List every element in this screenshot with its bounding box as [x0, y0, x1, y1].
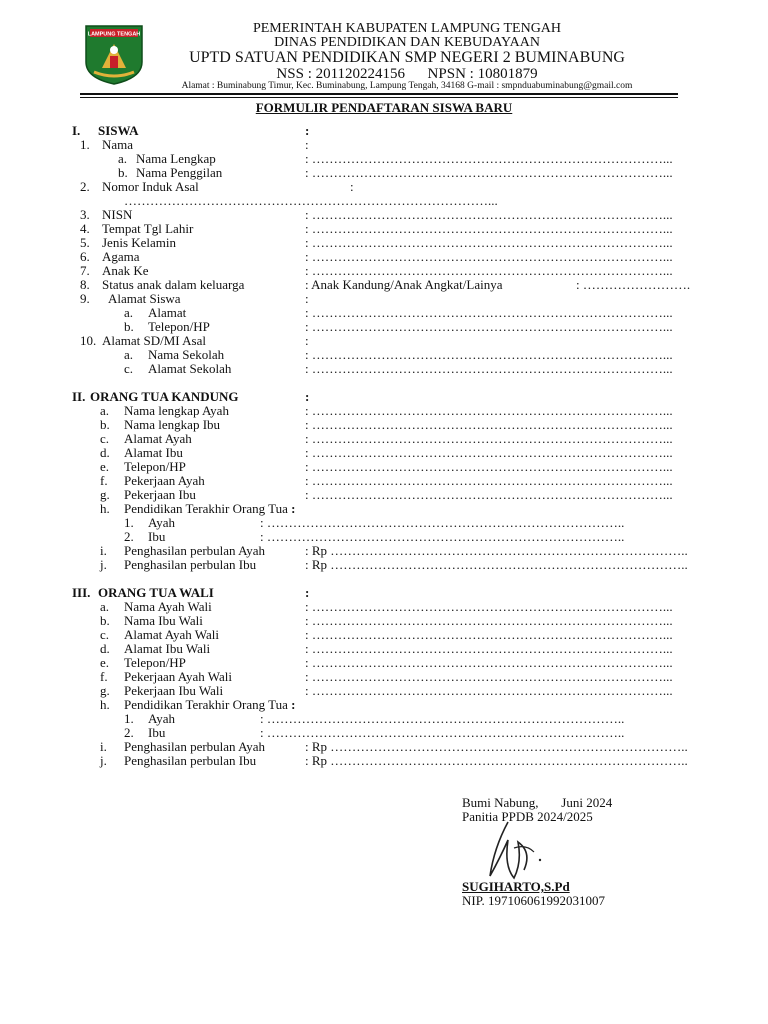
field-label: Nama Ibu Wali — [124, 613, 203, 628]
row-number: II. — [72, 389, 86, 404]
field-value-blank[interactable]: : ……………………………………………………………………….. — [260, 515, 625, 530]
field-label: Jenis Kelamin — [102, 235, 177, 250]
row-number: f. — [100, 669, 108, 684]
form-row — [0, 208, 768, 222]
form-row — [0, 138, 768, 152]
field-value-blank[interactable]: : — [305, 389, 310, 404]
row-number: j. — [100, 753, 107, 768]
section-heading — [0, 124, 768, 138]
field-value-blank[interactable]: : — [305, 585, 310, 600]
header-divider-thin — [80, 97, 678, 98]
row-number: h. — [100, 697, 110, 712]
section-heading — [0, 586, 768, 600]
field-value-blank[interactable]: : — [305, 137, 309, 152]
field-label: NISN — [102, 207, 133, 222]
row-number: 8. — [80, 277, 90, 292]
row-number: a. — [124, 305, 134, 320]
field-label: Nama — [102, 137, 134, 152]
field-label: Pendidikan Terakhir Orang Tua : — [124, 697, 296, 712]
field-label: Alamat SD/MI Asal — [102, 333, 206, 348]
field-value-blank[interactable]: : — [350, 179, 354, 194]
form-row — [0, 460, 768, 474]
field-value-blank[interactable]: : Rp ……………………………………………………………………….. — [305, 753, 688, 768]
field-value-blank[interactable]: : ………………………………………………………………………... — [305, 165, 673, 180]
signature-place-date: Bumi Nabung, Juni 2024 — [462, 795, 613, 810]
field-value-blank[interactable]: : ………………………………………………………………………... — [305, 445, 673, 460]
row-number: 10. — [80, 333, 97, 348]
field-label: Telepon/HP — [124, 459, 186, 474]
handwritten-signature — [478, 818, 558, 888]
row-number: e. — [100, 655, 110, 670]
field-value-blank[interactable]: : ………………………………………………………………………... — [305, 249, 673, 264]
field-value-blank[interactable]: : — [305, 291, 309, 306]
row-number: a. — [100, 599, 110, 614]
regency-logo-icon — [80, 22, 148, 86]
row-number: 3. — [80, 207, 90, 222]
field-value-blank[interactable]: : ………………………………………………………………………... — [305, 235, 673, 250]
field-label: Nama Penggilan — [136, 165, 223, 180]
field-label: Ibu — [148, 725, 166, 740]
field-value-blank[interactable]: : ………………………………………………………………………... — [305, 221, 673, 236]
form-row — [0, 194, 768, 208]
signature-name: SUGIHARTO,S.Pd — [462, 879, 570, 894]
row-number: b. — [118, 165, 128, 180]
form-row — [0, 292, 768, 306]
field-value-blank[interactable]: : ………………………………………………………………………... — [305, 431, 673, 446]
field-value-blank[interactable]: : ………………………………………………………………………... — [305, 641, 673, 656]
field-value-blank[interactable]: : ………………………………………………………………………... — [305, 683, 673, 698]
header-address: Alamat : Buminabung Timur, Kec. Buminabung, Lampung Tengah, 34168 G-mail : smpnduabuminabung@gmail.com — [181, 81, 633, 91]
form-row — [0, 488, 768, 502]
field-value-blank[interactable]: : ………………………………………………………………………... — [305, 627, 673, 642]
form-row — [0, 502, 768, 516]
form-row — [0, 740, 768, 754]
field-label: Pendidikan Terakhir Orang Tua : — [124, 501, 296, 516]
row-number: 2. — [124, 725, 134, 740]
field-label: Alamat Ayah Wali — [124, 627, 219, 642]
form-row — [0, 250, 768, 264]
form-row — [0, 446, 768, 460]
form-title: FORMULIR PENDAFTARAN SISWA BARU — [255, 100, 513, 115]
field-label: Pekerjaan Ayah Wali — [124, 669, 232, 684]
form-row — [0, 418, 768, 432]
form-row — [0, 166, 768, 180]
field-value-blank[interactable]: : Rp ……………………………………………………………………….. — [305, 739, 688, 754]
row-number: d. — [100, 641, 110, 656]
row-number: 1. — [124, 711, 134, 726]
row-number: III. — [72, 585, 91, 600]
row-number: c. — [100, 431, 110, 446]
row-number: 1. — [80, 137, 90, 152]
header-government: PEMERINTAH KABUPATEN LAMPUNG TENGAH — [252, 21, 562, 36]
field-label: Anak Ke — [102, 263, 149, 278]
section-heading — [0, 390, 768, 404]
row-number: c. — [124, 361, 134, 376]
field-label: Tempat Tgl Lahir — [102, 221, 194, 236]
row-number: i. — [100, 739, 107, 754]
field-label: Ayah — [148, 711, 175, 726]
field-label: Telepon/HP — [124, 655, 186, 670]
field-label: Nama lengkap Ayah — [124, 403, 229, 418]
row-number: a. — [100, 403, 110, 418]
row-number: g. — [100, 487, 110, 502]
form-row — [0, 474, 768, 488]
field-label: Penghasilan perbulan Ibu — [124, 557, 257, 572]
form-row — [0, 306, 768, 320]
field-value-blank[interactable]: : ………………………………………………………………………... — [305, 361, 673, 376]
form-row — [0, 670, 768, 684]
form-row — [0, 530, 768, 544]
field-value-blank[interactable]: : ……………………………………………………………………….. — [260, 711, 625, 726]
field-label: …………………………………………………………………………... — [124, 193, 498, 208]
field-label: Nama Ayah Wali — [124, 599, 212, 614]
field-value-blank[interactable]: : ………………………………………………………………………... — [305, 207, 673, 222]
signature-committee: Panitia PPDB 2024/2025 — [462, 809, 593, 824]
field-value-blank[interactable]: : ……………………………………………………………………….. — [260, 529, 625, 544]
field-label: Alamat Siswa — [108, 291, 181, 306]
field-label: Nama Sekolah — [148, 347, 225, 362]
row-number: g. — [100, 683, 110, 698]
form-row — [0, 152, 768, 166]
form-row — [0, 656, 768, 670]
row-number: f. — [100, 473, 108, 488]
row-number: 2. — [124, 529, 134, 544]
form-row — [0, 264, 768, 278]
row-number: I. — [72, 123, 81, 138]
form-row — [0, 404, 768, 418]
field-value-blank[interactable]: : ………………………………………………………………………... — [305, 263, 673, 278]
field-label: Agama — [102, 249, 140, 264]
row-number: 5. — [80, 235, 90, 250]
field-label: Ibu — [148, 529, 166, 544]
field-value-blank[interactable]: : ………………………………………………………………………... — [305, 417, 673, 432]
field-value-blank[interactable]: : — [305, 333, 309, 348]
form-row — [0, 754, 768, 768]
form-row — [0, 614, 768, 628]
field-label: Nama Lengkap — [136, 151, 216, 166]
form-row — [0, 684, 768, 698]
row-number: b. — [100, 613, 110, 628]
field-label: Pekerjaan Ibu — [124, 487, 196, 502]
field-label: Pekerjaan Ibu Wali — [124, 683, 224, 698]
field-label: Pekerjaan Ayah — [124, 473, 205, 488]
field-label: Alamat Ayah — [124, 431, 192, 446]
field-label: Penghasilan perbulan Ayah — [124, 543, 266, 558]
field-value-blank[interactable]: : — [305, 123, 310, 138]
row-number: 9. — [80, 291, 90, 306]
form-row — [0, 222, 768, 236]
form-row — [0, 558, 768, 572]
row-number: 2. — [80, 179, 90, 194]
row-number: h. — [100, 501, 110, 516]
row-number: 1. — [124, 515, 134, 530]
row-number: e. — [100, 459, 110, 474]
row-number: a. — [124, 347, 134, 362]
field-value-blank[interactable]: : ………………………………………………………………………... — [305, 347, 673, 362]
header-school-name: UPTD SATUAN PENDIDIKAN SMP NEGERI 2 BUMINABUNG — [189, 49, 625, 66]
field-value-blank[interactable]: : ………………………………………………………………………... — [305, 669, 673, 684]
field-label: Telepon/HP — [148, 319, 210, 334]
signature-nip: NIP. 197106061992031007 — [462, 893, 606, 908]
field-value-blank[interactable]: : ………………………………………………………………………... — [305, 655, 673, 670]
field-value-blank[interactable]: : ………………………………………………………………………... — [305, 459, 673, 474]
form-row — [0, 698, 768, 712]
field-value-blank[interactable]: : Anak Kandung/Anak Angkat/Lainya — [305, 277, 503, 292]
field-value-blank[interactable]: : ………………………………………………………………………... — [305, 599, 673, 614]
field-label: Alamat Ibu Wali — [124, 641, 211, 656]
svg-text:LAMPUNG TENGAH: LAMPUNG TENGAH — [87, 31, 141, 38]
field-label: Penghasilan perbulan Ayah — [124, 739, 266, 754]
field-value-blank-other[interactable]: : ……………………. — [576, 277, 691, 292]
field-value-blank[interactable]: : ………………………………………………………………………... — [305, 613, 673, 628]
header-department: DINAS PENDIDIKAN DAN KEBUDAYAAN — [274, 35, 540, 50]
form-row — [0, 544, 768, 558]
field-label: Alamat — [148, 305, 187, 320]
section-title: SISWA — [98, 123, 139, 138]
form-row — [0, 432, 768, 446]
field-label: Nomor Induk Asal — [102, 179, 199, 194]
form-row — [0, 516, 768, 530]
field-value-blank[interactable]: : ……………………………………………………………………….. — [260, 725, 625, 740]
field-label: Alamat Ibu — [124, 445, 183, 460]
form-row — [0, 712, 768, 726]
field-value-blank[interactable]: : ………………………………………………………………………... — [305, 151, 673, 166]
form-row — [0, 320, 768, 334]
row-number: 4. — [80, 221, 90, 236]
row-number: d. — [100, 445, 110, 460]
form-row — [0, 334, 768, 348]
header-nss-npsn: NSS : 201120224156 NPSN : 10801879 — [276, 66, 538, 82]
row-number: b. — [100, 417, 110, 432]
field-value-blank[interactable]: : ………………………………………………………………………... — [305, 319, 673, 334]
field-label: Penghasilan perbulan Ibu — [124, 753, 257, 768]
form-row — [0, 362, 768, 376]
form-row — [0, 180, 768, 194]
form-row — [0, 278, 768, 292]
field-colon: : — [291, 697, 296, 712]
row-number: 6. — [80, 249, 90, 264]
row-number: a. — [118, 151, 128, 166]
field-value-blank[interactable]: : ………………………………………………………………………... — [305, 305, 673, 320]
section-title: ORANG TUA KANDUNG — [90, 389, 239, 404]
header-divider-thick — [80, 93, 678, 95]
section-title: ORANG TUA WALI — [98, 585, 214, 600]
form-row — [0, 642, 768, 656]
field-value-blank[interactable]: : ………………………………………………………………………... — [305, 473, 673, 488]
row-number: 7. — [80, 263, 90, 278]
field-label: Status anak dalam keluarga — [102, 277, 245, 292]
field-value-blank[interactable]: : ………………………………………………………………………... — [305, 403, 673, 418]
row-number: i. — [100, 543, 107, 558]
field-label: Nama lengkap Ibu — [124, 417, 221, 432]
form-row — [0, 726, 768, 740]
form-row — [0, 600, 768, 614]
field-value-blank[interactable]: : Rp ……………………………………………………………………….. — [305, 557, 688, 572]
form-row — [0, 628, 768, 642]
row-number: c. — [100, 627, 110, 642]
field-label: Ayah — [148, 515, 175, 530]
field-label: Alamat Sekolah — [148, 361, 232, 376]
field-value-blank[interactable]: : Rp ……………………………………………………………………….. — [305, 543, 688, 558]
field-colon: : — [291, 501, 296, 516]
field-value-blank[interactable]: : ………………………………………………………………………... — [305, 487, 673, 502]
row-number: b. — [124, 319, 134, 334]
form-row — [0, 348, 768, 362]
row-number: j. — [100, 557, 107, 572]
form-row — [0, 236, 768, 250]
